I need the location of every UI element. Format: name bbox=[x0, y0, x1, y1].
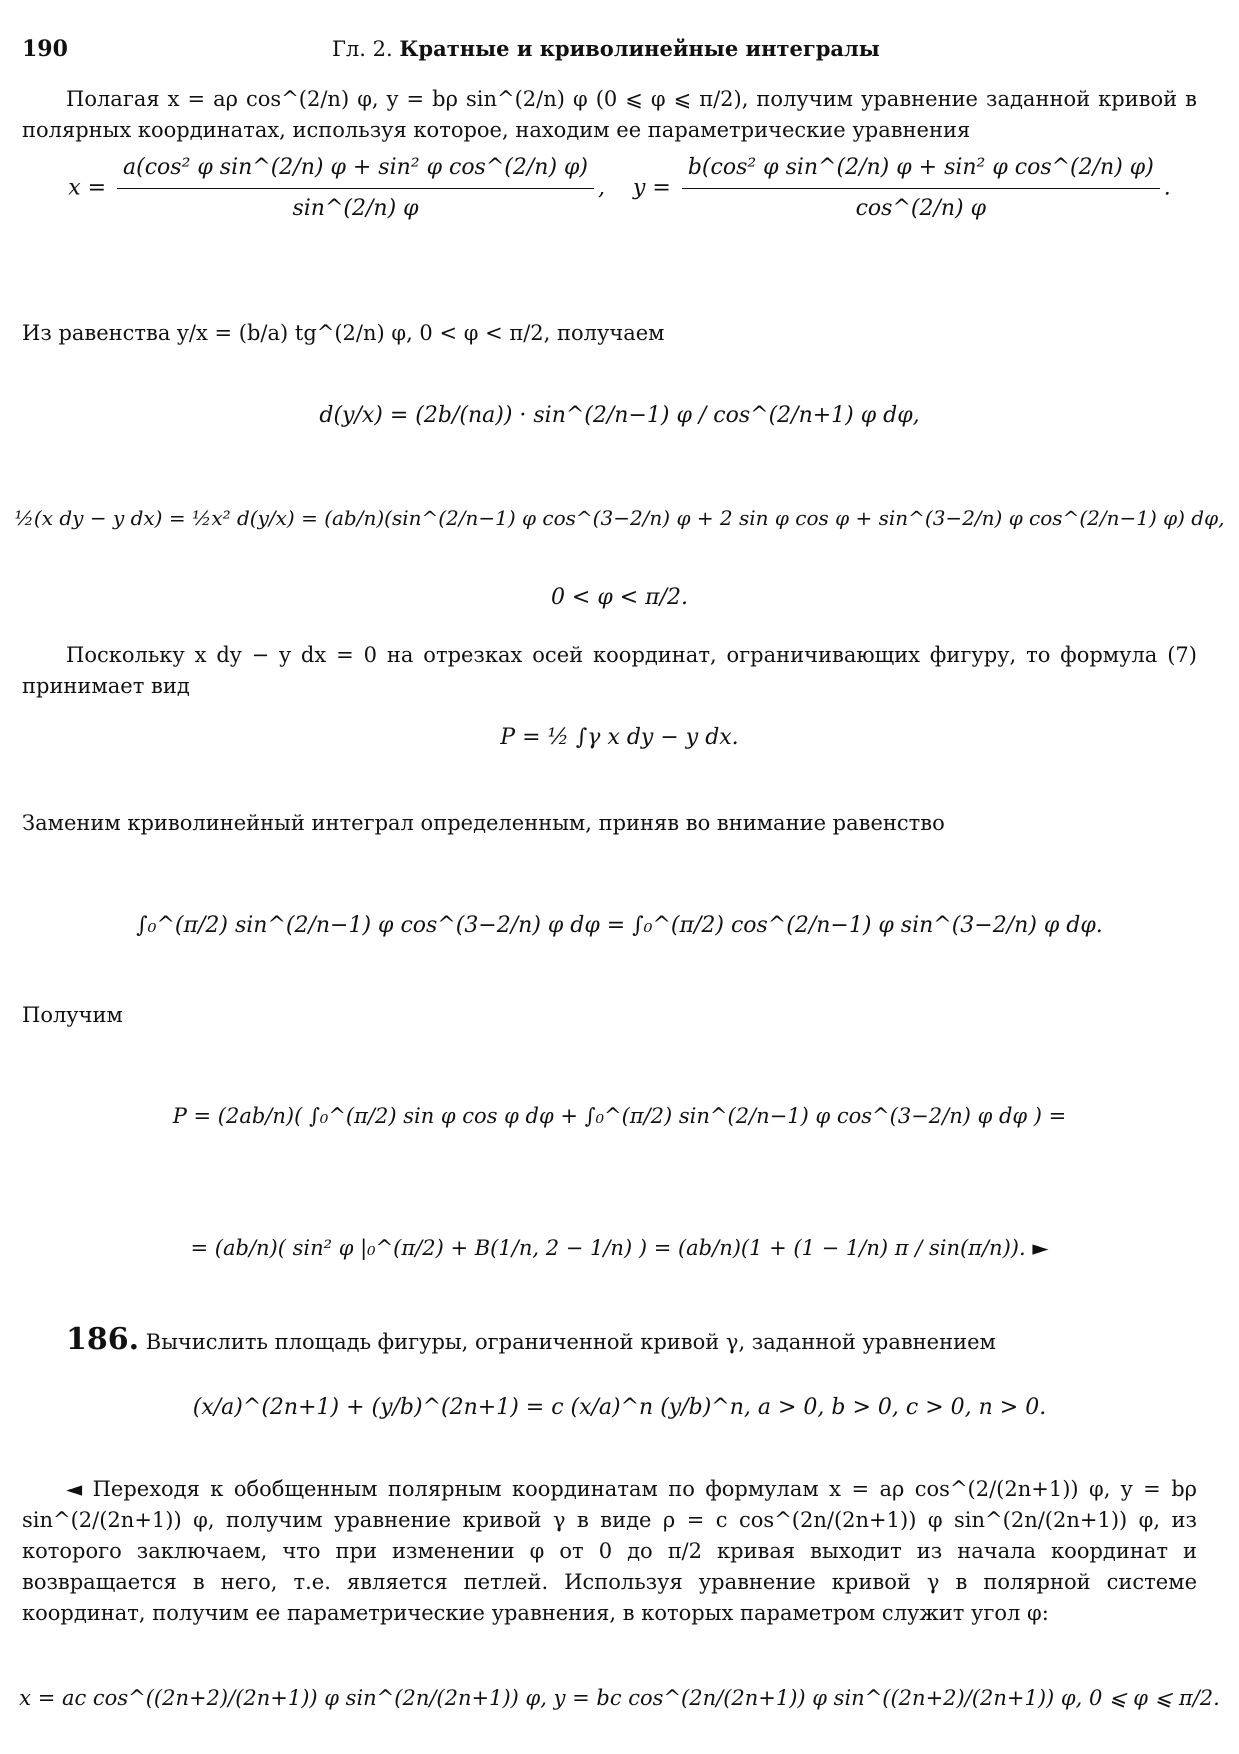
equation-half-form: ½(x dy − y dx) = ½x² d(y/x) = (ab/n)(sin^(2/n−1) φ cos^(3−2/n) φ + 2 sin φ cos φ + sin^(3−2/n) φ cos^(2/n−1) φ) dφ, bbox=[14, 506, 1225, 530]
equation-area-integral: P = ½ ∫γ x dy − y dx. bbox=[500, 725, 739, 750]
paragraph-4: Заменим криволинейный интеграл определенным, приняв во внимание равенство bbox=[22, 811, 945, 835]
problem-186 bbox=[66, 1324, 1197, 1358]
chapter-heading bbox=[332, 36, 880, 61]
paragraph-5: Получим bbox=[22, 1003, 123, 1027]
parametric-equations: x = $\frac{\text{a(cos² φ sin\textasciicircum{}(2/n) φ + sin² φ cos\textasciicircum{}(2/n) φ)}}{\sin\^{}(2/n) \varphi}$ , y = $\frac{\text{b(cos² φ sin\textasciicircum{}(2/n) φ + sin² φ cos\textasciicircum{}(2/n) φ)}}{\cos\^{}(2/n) \varphi}$ . bbox=[0, 152, 1239, 225]
chapter-prefix: Гл. 2. bbox=[332, 37, 393, 61]
equation-differential: d(y/x) = (2b/(na)) · sin^(2/n−1) φ / cos^(2/n+1) φ dφ, bbox=[319, 403, 920, 428]
page-header bbox=[22, 36, 1199, 76]
chapter-title: Кратные и криволинейные интегралы bbox=[399, 36, 880, 61]
problem-statement: Вычислить площадь фигуры, ограниченной кривой γ, заданной уравнением bbox=[145, 1330, 996, 1354]
x-denominator: sin^(2/n) φ bbox=[292, 196, 419, 221]
equation-area-sum: P = (2ab/n)( ∫₀^(π/2) sin φ cos φ dφ + ∫₀^(π/2) sin^(2/n−1) φ cos^(3−2/n) φ dφ ) = bbox=[172, 1104, 1067, 1128]
paragraph-3: Поскольку x dy − y dx = 0 на отрезках осей координат, ограничивающих фигуру, то формула (7) принимает вид bbox=[22, 643, 1197, 698]
paragraph-1: Полагая x = aρ cos^(2/n) φ, y = bρ sin^(2/n) φ (0 ⩽ φ ⩽ π/2), получим уравнение заданной кривой в полярных координатах, используя которое, находим ее параметрические уравнения bbox=[22, 87, 1197, 142]
equation-curve: (x/a)^(2n+1) + (y/b)^(2n+1) = c (x/a)^n (y/b)^n, a > 0, b > 0, c > 0, n > 0. bbox=[192, 1395, 1047, 1420]
equation-parametric-final: x = ac cos^((2n+2)/(2n+1)) φ sin^(2n/(2n+1)) φ, y = bc cos^(2n/(2n+1)) φ sin^((2n+2)/(2n+1)) φ, 0 ⩽ φ ⩽ π/2. bbox=[19, 1686, 1220, 1710]
paragraph-2: Из равенства y/x = (b/a) tg^(2/n) φ, 0 < φ < π/2, получаем bbox=[22, 321, 665, 345]
equation-integral-identity: ∫₀^(π/2) sin^(2/n−1) φ cos^(3−2/n) φ dφ = ∫₀^(π/2) cos^(2/n−1) φ sin^(3−2/n) φ dφ. bbox=[136, 913, 1103, 938]
y-numerator: b(cos² φ sin^(2/n) φ + sin² φ cos^(2/n) φ) bbox=[682, 152, 1160, 189]
page-number: 190 bbox=[22, 36, 68, 62]
y-denominator: cos^(2/n) φ bbox=[855, 196, 987, 221]
x-numerator: a(cos² φ sin^(2/n) φ + sin² φ cos^(2/n) φ) bbox=[117, 152, 594, 189]
x-fraction bbox=[117, 152, 594, 225]
equation-area-result: = (ab/n)( sin² φ |₀^(π/2) + B(1/n, 2 − 1/n) ) = (ab/n)(1 + (1 − 1/n) π / sin(π/n)). ► bbox=[190, 1236, 1049, 1260]
paragraph-7: ◄ Переходя к обобщенным полярным координатам по формулам x = aρ cos^(2/(2n+1)) φ, y = bρ sin^(2/(2n+1)) φ, получим уравнение кривой γ в виде ρ = c cos^(2n/(2n+1)) φ sin^(2n/(2n+1)) φ, из которого заключаем, что при изменении φ от 0 до π/2 кривая выходит из начала координат и возвращается в него, т.е. является петлей. Используя уравнение кривой γ в полярной системе координат, получим ее параметрические уравнения, в которых параметром служит угол φ: bbox=[22, 1477, 1197, 1625]
y-fraction bbox=[682, 152, 1160, 225]
problem-number: 186. bbox=[66, 1322, 140, 1357]
equation-range: 0 < φ < π/2. bbox=[550, 585, 689, 610]
